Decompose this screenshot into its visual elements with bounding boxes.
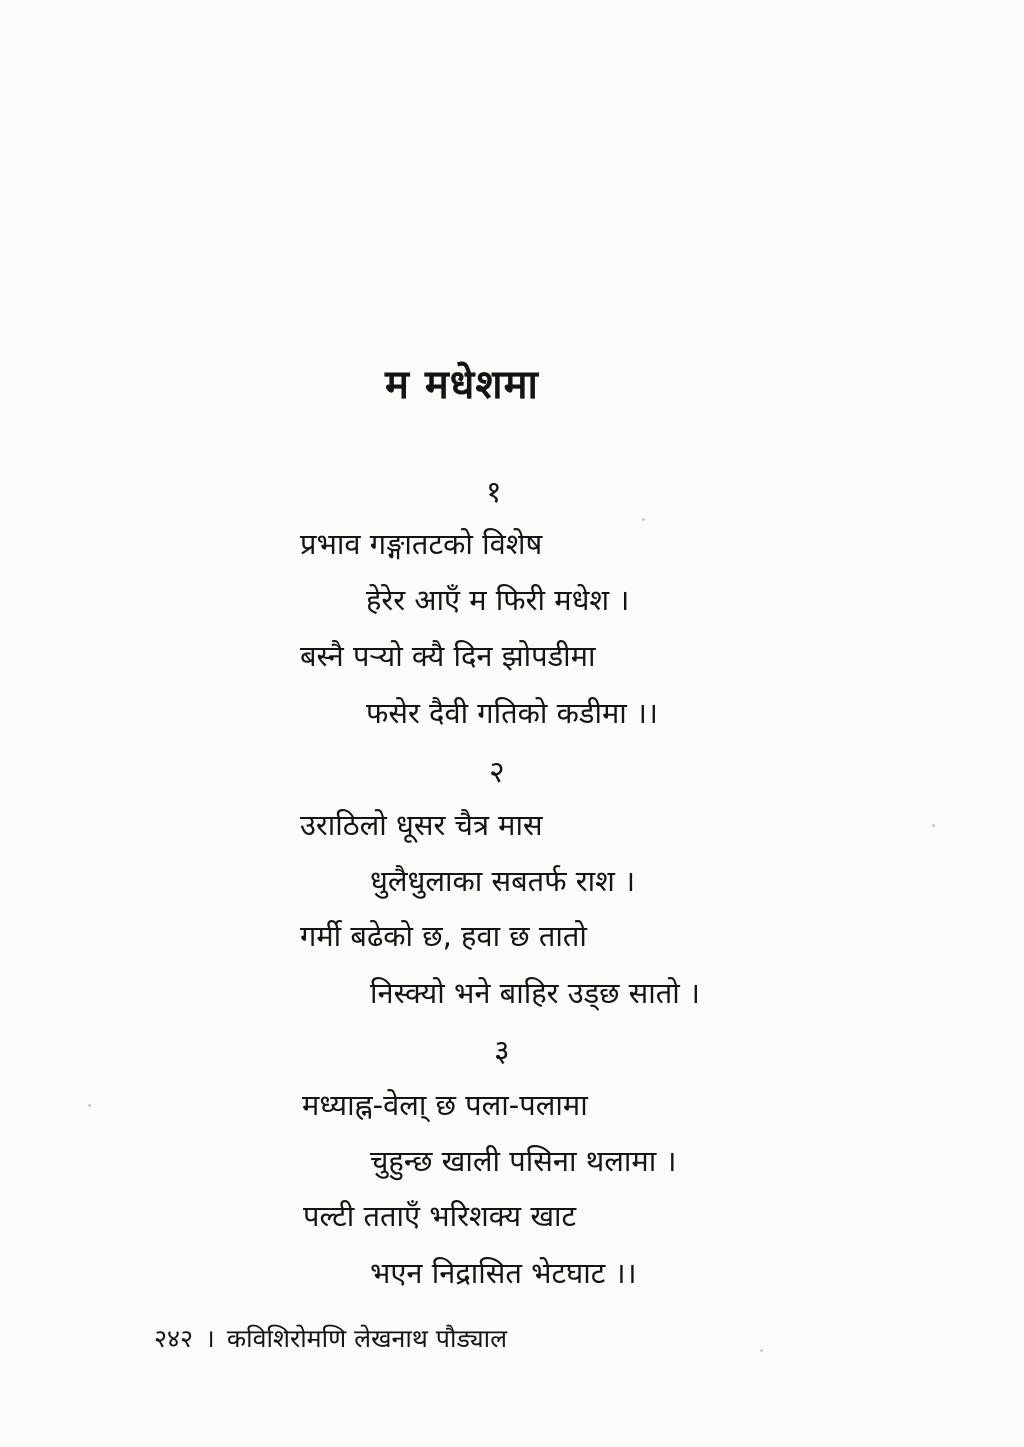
poem-line: धुलैधुलाका सबतर्फ राश । (370, 864, 636, 898)
poem-line: फसेर दैवी गतिको कडीमा ।। (366, 696, 659, 730)
page-title: म मधेशमा (385, 361, 539, 408)
poem-line: मध्याह्न-वेला् छ पला-पलामा (302, 1088, 588, 1122)
stanza-number: १ (486, 475, 502, 510)
poem-line: भएन निद्रासित भेटघाट ।। (370, 1256, 637, 1290)
poem-line: पल्टी तताएँ भरिशक्य खाट (303, 1199, 577, 1233)
poem-line: बस्नै पऱ्यो क्यै दिन झोपडीमा (300, 639, 596, 673)
stanza-number: २ (489, 755, 505, 790)
poem-line: निस्क्यो भने बाहिर उड्छ सातो । (370, 976, 701, 1010)
footer-separator: । (205, 1324, 215, 1353)
poem-line: हेरेर आएँ म फिरी मधेश । (366, 583, 630, 617)
poem-line: चुहुन्छ खाली पसिना थलामा । (370, 1144, 677, 1178)
poem-line: उराठिलो धूसर चैत्र मास (300, 808, 543, 842)
book-author: कविशिरोमणि लेखनाथ पौड्याल (226, 1324, 508, 1353)
poem-line: गर्मी बढेको छ, हवा छ तातो (300, 919, 587, 953)
stanza-number: ३ (494, 1034, 510, 1069)
page-number: २४२ (154, 1324, 194, 1353)
poem-line: प्रभाव गङ्गातटको विशेष (300, 527, 543, 561)
page-footer (154, 1326, 507, 1351)
